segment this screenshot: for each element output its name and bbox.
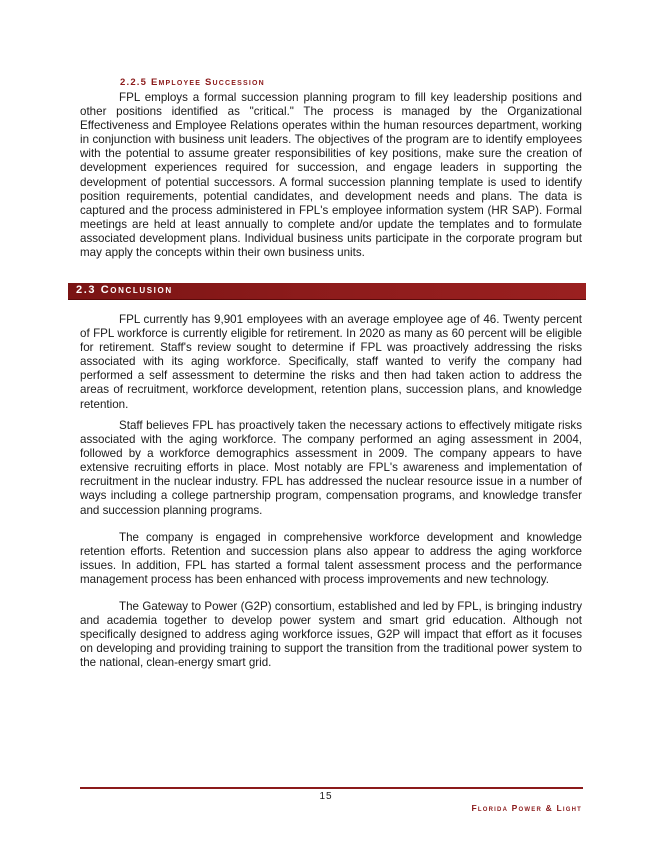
conclusion-paragraph-1: FPL currently has 9,901 employees with an average employee age of 46. Twenty percent of FPL workforce is currently eligible for retirement. In 2020 as many as 60 percent will be eligible for retirement. Staff's review sought to determine if FPL was proactively addressing the risks associated with its aging workforce. Specifically, staff wanted to verify the company had performed a self assessment to determine the risks and then had taken action to address the areas of recruitment, workforce development, retention plans, succession plans, and knowledge retention. (80, 313, 582, 411)
conclusion-paragraph-4: The Gateway to Power (G2P) consortium, established and led by FPL, is bringing industry and academia together to develop power system and smart grid education. Although not specifically designed to address aging workforce issues, G2P will impact that effort as it focuses on developing and providing training to support the transition from the traditional power system to the national, clean-energy smart grid. (80, 600, 582, 670)
page-number: 15 (319, 791, 333, 802)
succession-paragraph: FPL employs a formal succession planning program to fill key leadership positions and other positions identified as "critical." The process is managed by the Organizational Effectiveness and Employee Relations operates within the human resources department, working in conjunction with business unit leaders. The objectives of the program are to identify employees with the potential to assume greater responsibilities of key positions, make sure the creation of development experiences required for succession, and engage leaders in supporting the development of potential successors. A formal succession planning template is used to identify position requirements, potential candidates, and development needs and plans. The data is captured and the process administered in FPL's employee information system (HR SAP). Formal meetings are held at least annually to complete and/or update the templates and to formulate associated development plans. Individual business units participate in the corporate program but may apply the concepts within their own business units. (80, 91, 582, 260)
section-heading-2-2-5: 2.2.5 Employee Succession (120, 77, 265, 88)
conclusion-paragraph-3: The company is engaged in comprehensive workforce development and knowledge retention efforts. Retention and succession plans also appear to address the aging workforce issues. In addition, FPL has started a formal talent assessment process and the performance management process has been enhanced with process improvements and new technology. (80, 531, 582, 587)
footer-company-name: Florida Power & Light (471, 803, 582, 813)
section-heading-2-3: 2.3 Conclusion (76, 284, 173, 296)
conclusion-paragraph-2: Staff believes FPL has proactively taken the necessary actions to effectively mitigate risks associated with the aging workforce. The company performed an aging assessment in 2004, followed by a workforce demographics assessment in 2009. The company appears to have extensive recruiting efforts in place. Most notably are FPL's awareness and implementation of recruitment in the nuclear industry. FPL has addressed the nuclear resource issue in a number of ways including a college partnership program, compensation programs, and knowledge transfer and succession planning programs. (80, 419, 582, 517)
section-banner-2-3 (68, 283, 586, 300)
footer-rule (80, 787, 583, 789)
